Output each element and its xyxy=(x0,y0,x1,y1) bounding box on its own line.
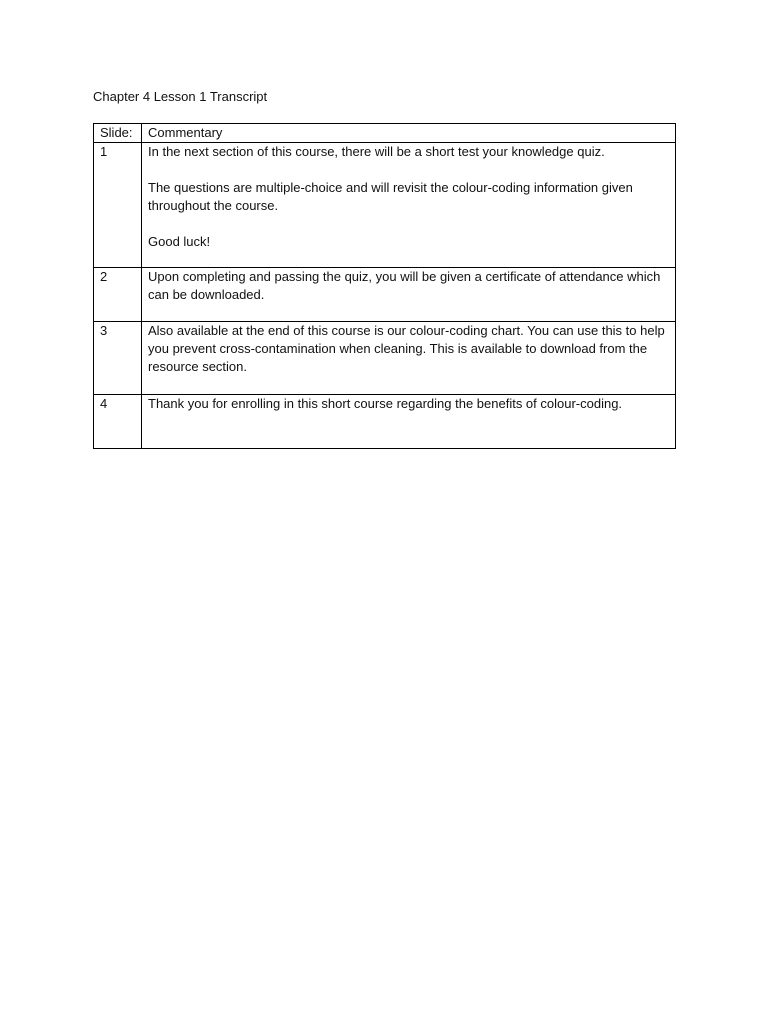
transcript-table xyxy=(93,123,676,449)
table-row xyxy=(94,395,676,449)
commentary-paragraph: The questions are multiple-choice and will revisit the colour-coding information given throughout the course. xyxy=(148,180,633,213)
table-row xyxy=(94,322,676,395)
slide-number: 1 xyxy=(94,143,142,268)
commentary-cell xyxy=(142,395,676,449)
commentary-cell xyxy=(142,143,676,268)
commentary-cell xyxy=(142,268,676,322)
commentary-paragraph: Thank you for enrolling in this short course regarding the benefits of colour-coding. xyxy=(148,396,623,411)
slide-number: 3 xyxy=(94,322,142,395)
commentary-paragraph: Good luck! xyxy=(148,234,211,249)
document-title: Chapter 4 Lesson 1 Transcript xyxy=(93,89,268,104)
header-commentary: Commentary xyxy=(142,124,676,143)
table-header-row xyxy=(94,124,676,143)
commentary-paragraph: Also available at the end of this course is our colour-coding chart. You can use this to help you prevent cross-contamination when cleaning. This is available to download from the resource section. xyxy=(148,323,665,374)
table-row xyxy=(94,143,676,268)
table-row xyxy=(94,268,676,322)
commentary-cell xyxy=(142,322,676,395)
slide-number: 2 xyxy=(94,268,142,322)
slide-number: 4 xyxy=(94,395,142,449)
commentary-paragraph: Upon completing and passing the quiz, you will be given a certificate of attendance which can be downloaded. xyxy=(148,269,661,302)
header-slide: Slide: xyxy=(94,124,142,143)
commentary-paragraph: In the next section of this course, there will be a short test your knowledge quiz. xyxy=(148,144,605,159)
